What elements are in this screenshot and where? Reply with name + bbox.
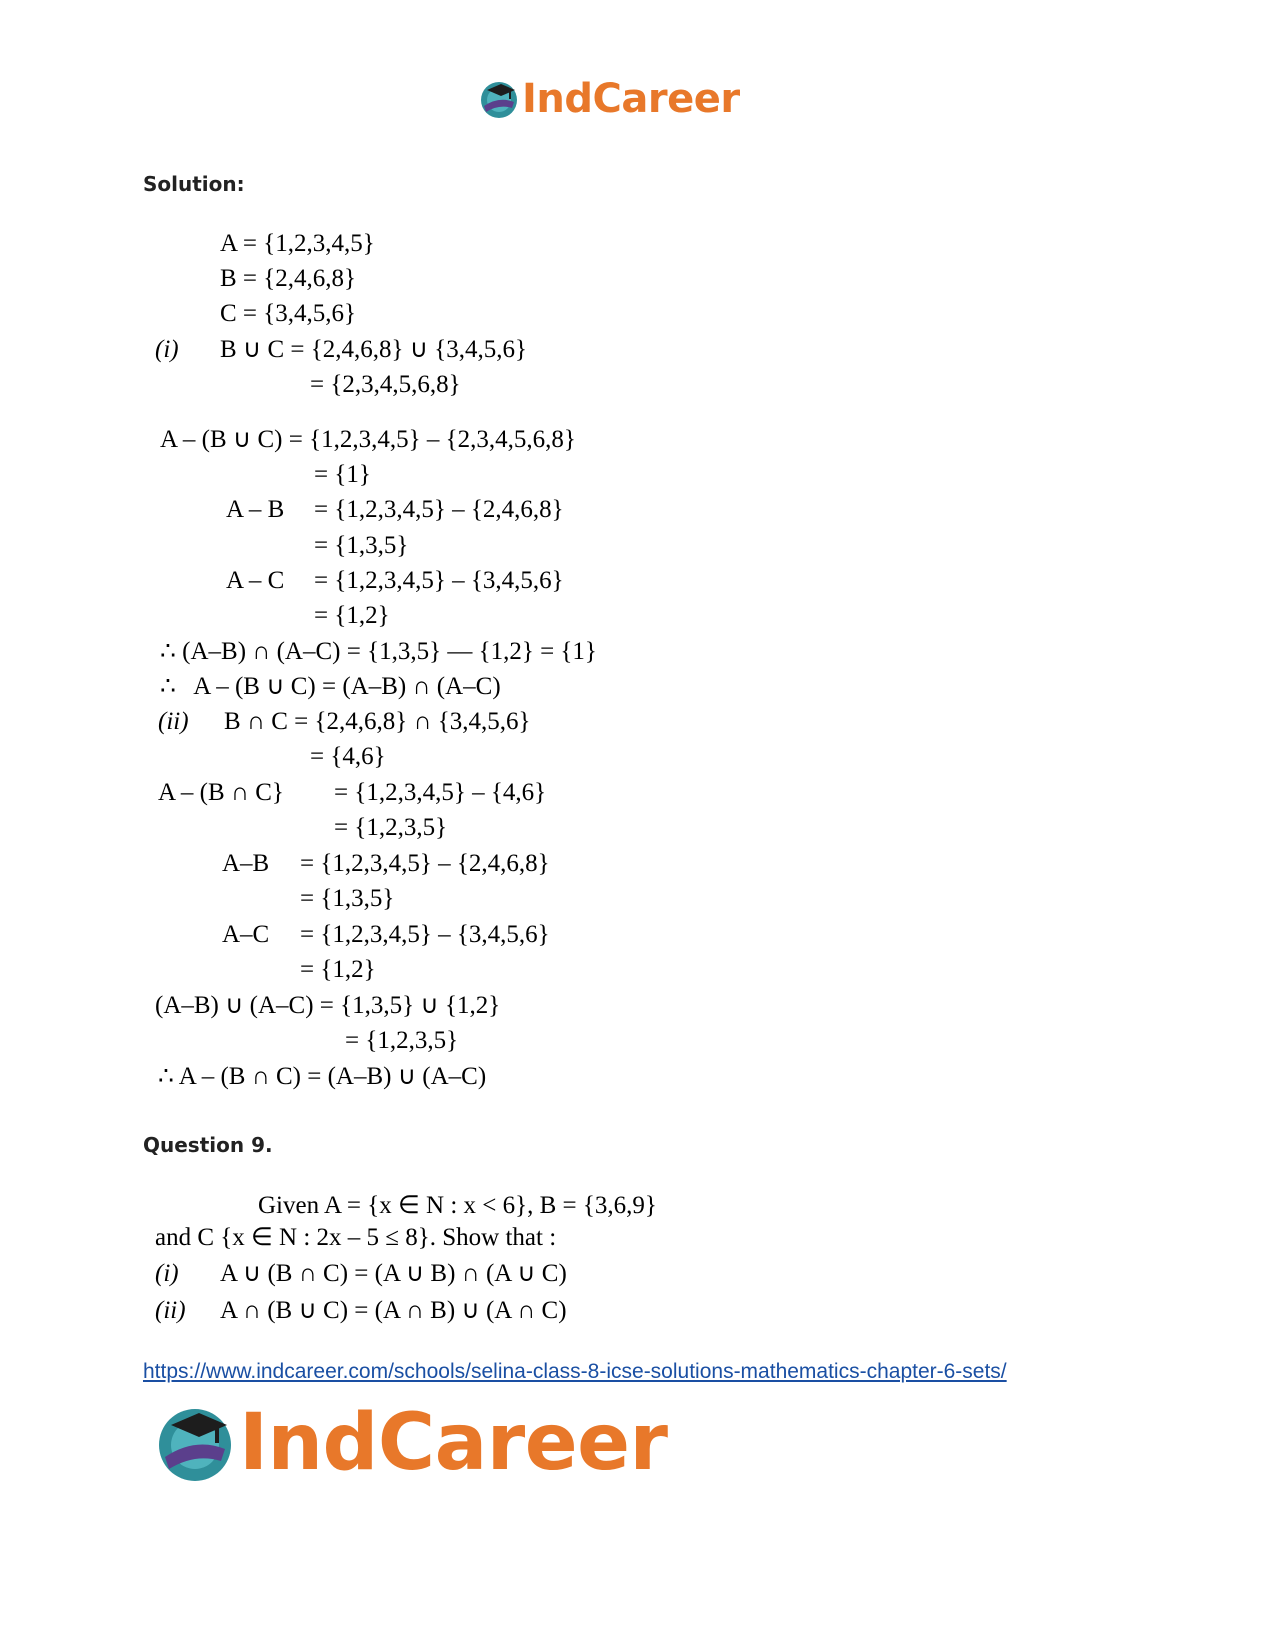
math-line: and C {x ∈ N : 2x – 5 ≤ 8}. Show that : — [155, 1224, 557, 1251]
math-line: = {1,3,5} — [314, 532, 409, 559]
math-line: = {2,3,4,5,6,8} — [310, 371, 461, 398]
math-line: = {1,2,3,4,5} – {3,4,5,6} — [314, 567, 564, 594]
solution-heading: Solution: — [143, 172, 245, 196]
math-label: A – (B ∩ C} — [158, 779, 284, 806]
logo-wordmark: IndCareer — [239, 1398, 668, 1488]
math-line: A ∩ (B ∪ C) = (A ∩ B) ∪ (A ∩ C) — [220, 1297, 567, 1324]
math-line: ∴ A – (B ∩ C) = (A–B) ∪ (A–C) — [158, 1063, 487, 1090]
header-logo — [478, 76, 740, 122]
part-label: (ii) — [155, 1297, 186, 1324]
math-line: B = {2,4,6,8} — [220, 265, 357, 292]
math-line: ∴ A – (B ∪ C) = (A–B) ∩ (A–C) — [160, 673, 501, 700]
math-line: (A–B) ∪ (A–C) = {1,3,5} ∪ {1,2} — [155, 992, 501, 1019]
math-line: A = {1,2,3,4,5} — [220, 230, 375, 257]
math-line: = {1,2,3,5} — [345, 1027, 459, 1054]
part-label: (i) — [155, 1260, 179, 1287]
math-line: B ∩ C = {2,4,6,8} ∩ {3,4,5,6} — [224, 708, 531, 735]
math-line: = {1,2,3,5} — [334, 814, 448, 841]
math-line: = {1} — [314, 461, 371, 488]
graduation-globe-icon — [478, 78, 520, 120]
math-line: = {1,2,3,4,5} – {4,6} — [334, 779, 547, 806]
graduation-globe-icon — [153, 1401, 237, 1485]
math-line: A ∪ (B ∩ C) = (A ∪ B) ∩ (A ∪ C) — [220, 1260, 567, 1287]
part-label: (ii) — [158, 708, 189, 735]
math-line: = {1,2,3,4,5} – {2,4,6,8} — [314, 496, 564, 523]
math-label: A – B — [226, 496, 285, 523]
math-line: = {1,2} — [300, 956, 376, 983]
math-line: ∴ (A–B) ∩ (A–C) = {1,3,5} — {1,2} = {1} — [160, 638, 597, 665]
math-line: Given A = {x ∈ N : x < 6}, B = {3,6,9} — [258, 1192, 657, 1219]
source-link[interactable]: https://www.indcareer.com/schools/selina-class-8-icse-solutions-mathematics-chapter-6-sets/ — [143, 1360, 1007, 1383]
math-line: = {1,2,3,4,5} – {2,4,6,8} — [300, 850, 550, 877]
math-line: C = {3,4,5,6} — [220, 300, 357, 327]
footer-logo — [153, 1398, 668, 1488]
math-label: A – C — [226, 567, 285, 594]
math-line: B ∪ C = {2,4,6,8} ∪ {3,4,5,6} — [220, 336, 528, 363]
math-line: = {4,6} — [310, 743, 386, 770]
math-line: A – (B ∪ C) = {1,2,3,4,5} – {2,3,4,5,6,8} — [160, 426, 576, 453]
math-line: = {1,3,5} — [300, 885, 395, 912]
math-line: = {1,2} — [314, 602, 390, 629]
question-heading: Question 9. — [143, 1133, 273, 1157]
math-label: A–C — [222, 921, 270, 948]
math-line: = {1,2,3,4,5} – {3,4,5,6} — [300, 921, 550, 948]
math-label: A–B — [222, 850, 270, 877]
part-label: (i) — [155, 336, 179, 363]
logo-wordmark: IndCareer — [522, 76, 740, 122]
